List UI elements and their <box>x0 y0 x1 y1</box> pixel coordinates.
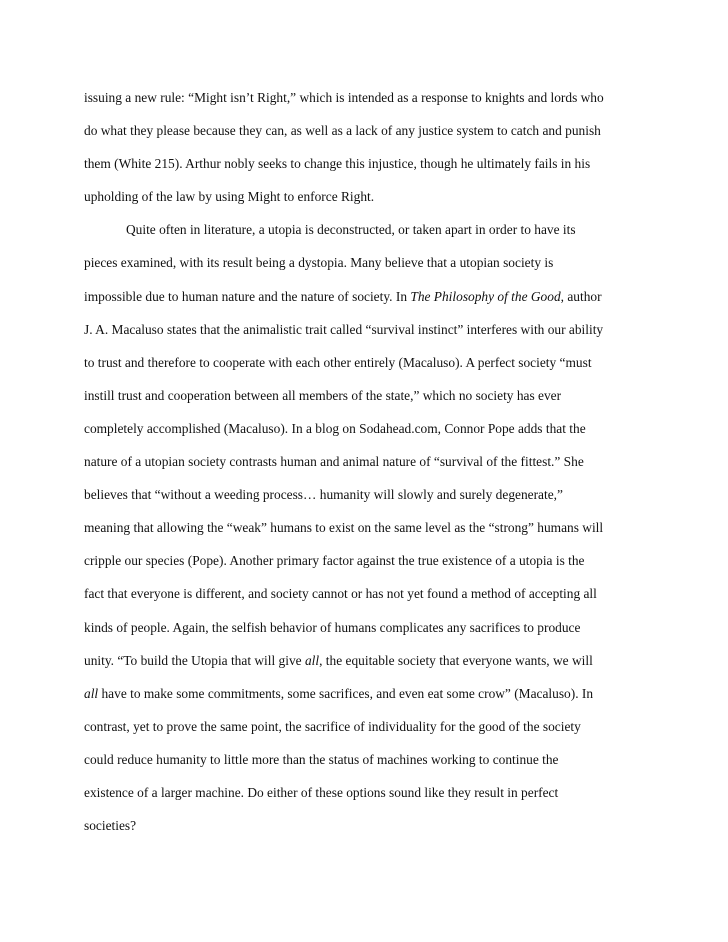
text-line: issuing a new rule: “Might isn’t Right,” which is intended as a response to knights and lords who <box>84 90 604 105</box>
emphasis-text: all <box>304 652 320 668</box>
text-line: fact that everyone is different, and society cannot or has not yet found a method of accepting all <box>84 586 597 602</box>
text-line: societies? <box>84 818 137 834</box>
text-line: could reduce humanity to little more than the status of machines working to continue the <box>84 751 559 767</box>
text-segment: unity. “To build the Utopia that will give <box>84 652 305 668</box>
text-line <box>84 684 664 717</box>
text-line: cripple our species (Pope). Another primary factor against the true existence of a utopia is the <box>84 553 585 569</box>
text-line: J. A. Macaluso states that the animalistic trait called “survival instinct” interferes with our ability <box>84 321 604 337</box>
text-segment: , author <box>560 288 602 304</box>
emphasis-text: all <box>84 685 99 701</box>
text-line <box>84 651 664 684</box>
text-line: meaning that allowing the “weak” humans to exist on the same level as the “strong” humans will <box>84 520 604 536</box>
body-text <box>84 88 664 849</box>
text-line: existence of a larger machine. Do either of these options sound like they result in perfect <box>84 784 559 800</box>
text-line: pieces examined, with its result being a dystopia. Many believe that a utopian society is <box>84 255 554 271</box>
paragraph-first-line: Quite often in literature, a utopia is deconstructed, or taken apart in order to have its <box>126 222 576 238</box>
text-line: believes that “without a weeding process… humanity will slowly and surely degenerate,” <box>84 487 563 503</box>
text-line: contrast, yet to prove the same point, the sacrifice of individuality for the good of the society <box>84 718 581 734</box>
text-line: kinds of people. Again, the selfish behavior of humans complicates any sacrifices to produce <box>84 619 581 635</box>
text-line: completely accomplished (Macaluso). In a blog on Sodahead.com, Connor Pope adds that the <box>84 420 586 436</box>
text-segment: impossible due to human nature and the nature of society. In <box>84 288 411 304</box>
text-line: do what they please because they can, as well as a lack of any justice system to catch and punish <box>84 123 601 139</box>
text-line: nature of a utopian society contrasts human and animal nature of “survival of the fittest.” She <box>84 454 584 470</box>
text-line <box>84 287 664 320</box>
book-title: The Philosophy of the Good <box>410 288 561 304</box>
text-line: instill trust and cooperation between all members of the state,” which no society has ever <box>84 387 562 403</box>
text-segment: have to make some commitments, some sacrifices, and even eat some crow” (Macaluso). In <box>98 685 594 701</box>
text-line: upholding of the law by using Might to enforce Right. <box>84 189 375 205</box>
text-segment: , the equitable society that everyone wants, we will <box>319 652 593 668</box>
text-line: to trust and therefore to cooperate with each other entirely (Macaluso). A perfect society “must <box>84 354 592 370</box>
text-line: them (White 215). Arthur nobly seeks to change this injustice, though he ultimately fails in his <box>84 156 591 172</box>
